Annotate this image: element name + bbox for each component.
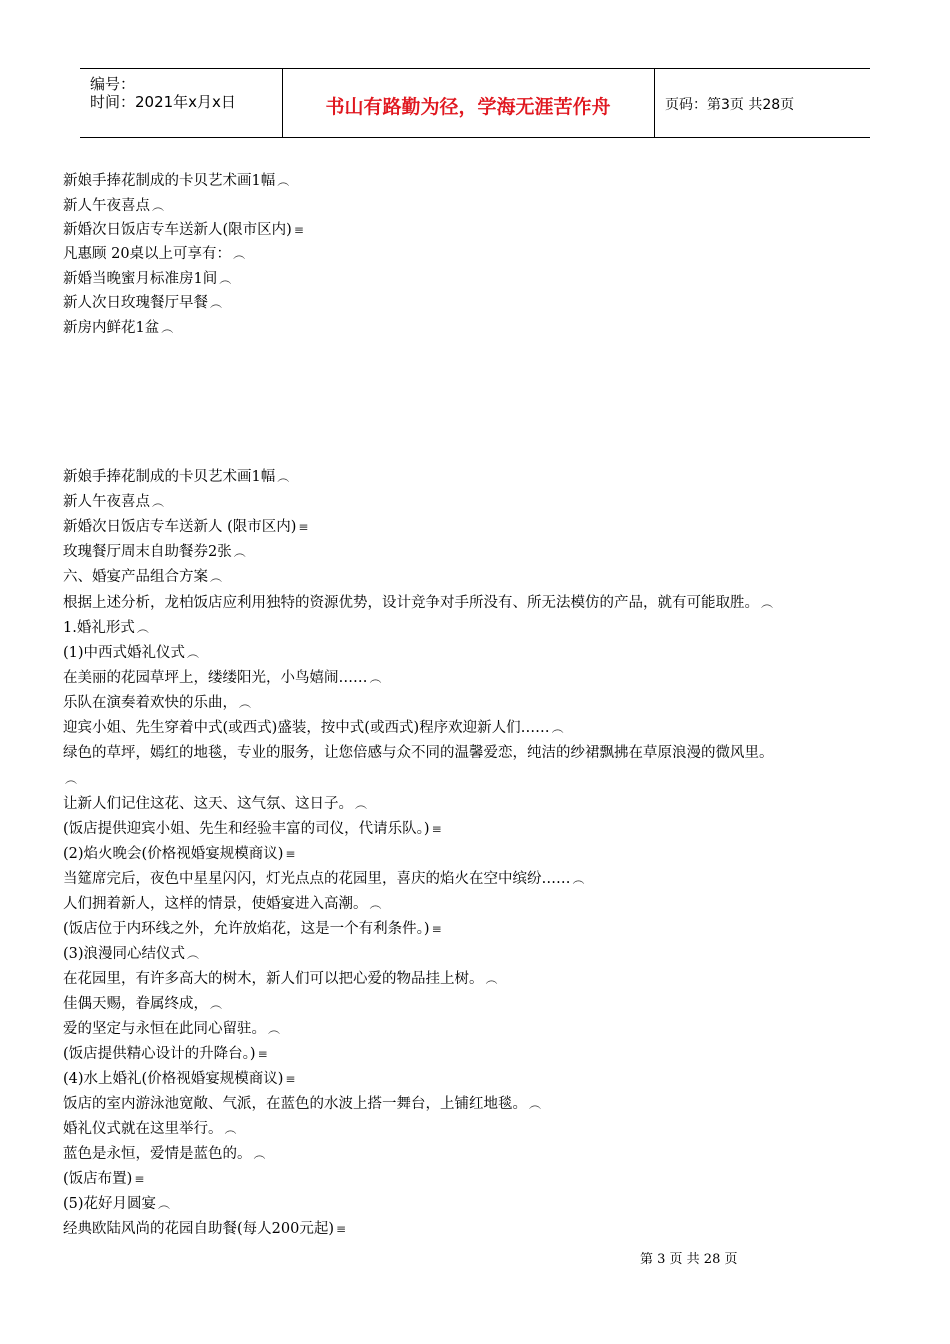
body-line [63,669,382,687]
body-line [63,1120,237,1138]
body-line [63,518,308,536]
paragraph-mark-icon: ︵ [152,199,165,213]
body-line [63,1045,268,1063]
line-text: 蓝色是永恒，爱情是蓝色的。 [63,1146,252,1162]
line-text: 新娘手捧花制成的卡贝艺术画1幅 [63,173,276,189]
paragraph-mark-icon: ︵ [210,570,223,584]
line-text: 经典欧陆风尚的花园自助餐(每人200元起) [63,1221,334,1237]
section-heading [63,568,222,586]
line-text: 新人次日玫瑰餐厅早餐 [63,295,208,311]
line-text: 新婚次日饭店专车送新人(限市区内) [63,222,292,238]
body-line [63,719,564,737]
paragraph-mark-icon: ︵ [551,721,564,735]
paragraph-mark-icon: ≡ [431,922,442,936]
body-line [63,1170,144,1188]
body-line [63,1145,266,1163]
line-text: 婚礼仪式就在这里举行。 [63,1121,223,1137]
line-text: 饭店的室内游泳池宽敞、气派，在蓝色的水波上搭一舞台，上铺红地毯。 [63,1096,527,1112]
subsection-heading [63,644,199,662]
line-text: 佳偶天赐，眷属终成， [63,996,208,1012]
body-line [63,1095,541,1113]
body-line [63,895,382,913]
body-line [63,744,776,762]
paragraph-mark-icon: ︵ [572,872,585,886]
line-text: 当筵席完后，夜色中星星闪闪，灯光点点的花园里，喜庆的焰火在空中缤纷…… [63,871,571,887]
paragraph-mark-icon: ︵ [224,1122,237,1136]
body-line [63,870,585,888]
page-header [80,68,870,138]
line-text: (1)中西式婚礼仪式 [63,645,186,661]
line-text: 新人午夜喜点 [63,494,150,510]
paragraph-mark-icon: ︵ [210,296,223,310]
paragraph-mark-icon: ︵ [136,621,149,635]
document-date: 时间：2021年x月x日 [90,93,236,111]
body-line [63,1020,280,1038]
line-text: 乐队在演奏着欢快的乐曲， [63,695,237,711]
line-text: 1.婚礼形式 [63,620,135,636]
line-text: 在美丽的花园草坪上，缕缕阳光，小鸟嬉闹…… [63,670,368,686]
body-line [63,221,304,239]
line-text: 六、婚宴产品组合方案 [63,569,208,585]
header-page-info: 页码：第3页 共28页 [665,97,795,113]
paragraph-mark-icon: ≡ [134,1172,145,1186]
subsection-heading [63,1195,170,1213]
paragraph-mark-icon: ︵ [369,897,382,911]
line-text: (饭店提供精心设计的升降台。) [63,1046,256,1062]
paragraph-mark-icon: ︵ [761,596,774,610]
line-text: 人们拥着新人，这样的情景，使婚宴进入高潮。 [63,896,368,912]
paragraph-mark-icon: ︵ [233,545,246,559]
header-motto: 书山有路勤为径，学海无涯苦作舟 [325,96,611,118]
line-text: 新房内鲜花1盆 [63,320,160,336]
body-line [63,245,245,263]
line-text: 绿色的草坪，嫣红的地毯，专业的服务，让您倍感与众不同的温馨爱恋，纯洁的纱裙飘拂在草原浪漫的微风里。 [63,745,774,761]
paragraph-mark-icon: ︵ [268,1022,281,1036]
line-text: 新婚次日饭店专车送新人 (限市区内) [63,519,297,535]
line-text: 让新人们记住这花、这天、这气氛、这日子。 [63,796,353,812]
paragraph-mark-icon: ︵ [369,671,382,685]
line-text: (3)浪漫同心结仪式 [63,946,186,962]
line-text: (饭店提供迎宾小姐、先生和经验丰富的司仪，代请乐队。) [63,821,430,837]
body-line [63,319,173,337]
body-line [63,995,222,1013]
body-line [63,468,289,486]
line-text: (5)花好月圆宴 [63,1196,157,1212]
body-line [63,694,251,712]
paragraph-mark-icon: ︵ [65,772,78,786]
page-footer: 第 3 页 共 28 页 [640,1252,738,1267]
subsection-heading [63,1070,295,1088]
paragraph-mark-icon: ≡ [257,1047,268,1061]
body-line [63,197,164,215]
subsection-heading [63,845,295,863]
body-line [63,294,222,312]
line-text: (饭店布置) [63,1171,133,1187]
line-text: 凡惠顾 20桌以上可享有： [63,246,232,262]
paragraph-mark-icon: ≡ [298,520,309,534]
subsection-heading [63,619,149,637]
body-line [63,820,442,838]
subsection-heading [63,945,199,963]
paragraph-mark-icon: ︵ [161,321,174,335]
paragraph-mark-icon: ︵ [210,997,223,1011]
header-right-cell [655,69,870,137]
line-text: 根据上述分析，龙柏饭店应利用独特的资源优势，设计竞争对手所没有、所无法模仿的产品，就有可能取胜。 [63,595,759,611]
line-text: 迎宾小姐、先生穿着中式(或西式)盛装，按中式(或西式)程序欢迎新人们…… [63,720,550,736]
paragraph-mark-icon: ≡ [285,847,296,861]
paragraph-mark-icon: ≡ [293,223,304,237]
paragraph-mark-icon: ︵ [187,947,200,961]
line-text: 新婚当晚蜜月标准房1间 [63,271,218,287]
paragraph-mark-icon: ︵ [529,1097,542,1111]
paragraph-mark-icon: ︵ [277,174,290,188]
paragraph-mark-icon: ︵ [187,646,200,660]
header-middle-cell [282,69,655,137]
header-left-cell [80,69,283,137]
body-line [63,970,498,988]
paragraph-mark-icon: ︵ [158,1197,171,1211]
document-number-label: 编号： [90,75,136,93]
paragraph-mark-icon: ︵ [485,972,498,986]
body-line [63,543,246,561]
body-line [63,493,164,511]
line-text: (饭店位于内环线之外，允许放焰花，这是一个有利条件。) [63,921,430,937]
body-line [63,920,442,938]
paragraph-mark-icon: ︵ [233,247,246,261]
body-line [63,770,77,788]
body-line [63,795,367,813]
body-line [63,270,231,288]
paragraph-mark-icon: ︵ [152,495,165,509]
line-text: 新娘手捧花制成的卡贝艺术画1幅 [63,469,276,485]
body-line [63,594,773,612]
paragraph-mark-icon: ︵ [239,696,252,710]
line-text: (4)水上婚礼(价格视婚宴规模商议) [63,1071,284,1087]
paragraph-mark-icon: ︵ [277,470,290,484]
paragraph-mark-icon: ︵ [355,797,368,811]
line-text: 新人午夜喜点 [63,198,150,214]
line-text: 玫瑰餐厅周末自助餐券2张 [63,544,232,560]
paragraph-mark-icon: ≡ [285,1072,296,1086]
line-text: 爱的坚定与永恒在此同心留驻。 [63,1021,266,1037]
body-line [63,1220,346,1238]
paragraph-mark-icon: ︵ [219,272,232,286]
line-text: (2)焰火晚会(价格视婚宴规模商议) [63,846,284,862]
body-line [63,172,289,190]
paragraph-mark-icon: ︵ [253,1147,266,1161]
paragraph-mark-icon: ≡ [336,1222,347,1236]
line-text: 在花园里，有许多高大的树木，新人们可以把心爱的物品挂上树。 [63,971,484,987]
paragraph-mark-icon: ≡ [431,822,442,836]
